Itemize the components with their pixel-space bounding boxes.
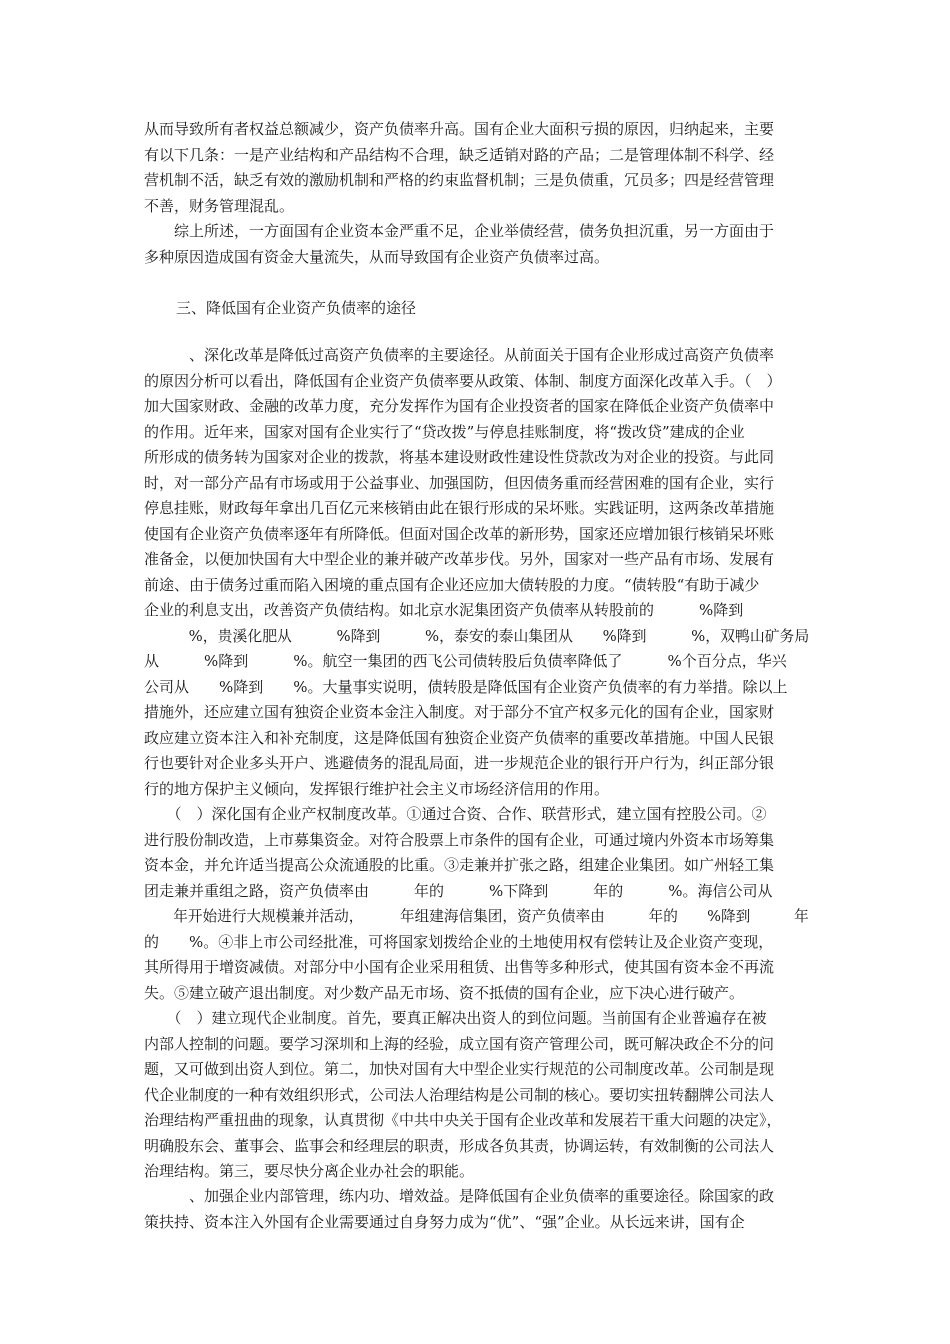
text-line: 进行股份制改造，上市募集资金。对符合股票上市条件的国有企业，可通过境内外资本市场筹集 (144, 830, 775, 849)
text-line: 多种原因造成国有资金大量流失，从而导致国有企业资产负债率过高。 (144, 247, 610, 266)
text-line: 不善，财务管理混乱。 (144, 196, 295, 215)
text-line: 政应建立资本注入和补充制度，这是降低国有独资企业资产负债率的重要改革措施。中国人民银 (144, 728, 775, 747)
text-line: 行的地方保护主义倾向，发挥银行维护社会主义市场经济信用的作用。 (144, 779, 610, 798)
text-line: 团走兼并重组之路，资产负债率由 年的 %下降到 年的 %。海信公司从 (144, 881, 773, 900)
text-line: 、加强企业内部管理，练内功、增效益。是降低国有企业负债率的重要途径。除国家的政 (144, 1187, 775, 1205)
text-line: 失。⑤建立破产退出制度。对少数产品无市场、资不抵债的国有企业，应下决心进行破产。 (144, 983, 745, 1002)
text-line: 的 %。④非上市公司经批准，可将国家划拨给企业的土地使用权有偿转让及企业资产变现， (144, 932, 774, 951)
text-line: 治理结构。第三，要尽快分离企业办社会的职能。 (144, 1162, 475, 1180)
paragraph-causes (144, 117, 809, 219)
paragraph-property-rights (144, 802, 809, 1006)
text-line: 企业的利息支出，改善资产负债结构。如北京水泥集团资产负债率从转股前的 %降到 (144, 601, 744, 619)
text-line: 前途、由于债务过重而陷入困境的重点国有企业还应加大债转股的力度。“债转股“有助于减少 (144, 575, 760, 594)
text-line: 年开始进行大规模兼并活动， 年组建海信集团，资产负债率由 年的 %降到 年 (144, 907, 809, 925)
text-line: 从 %降到 %。航空一集团的西飞公司债转股后负债率降低了 %个百分点，华兴 (144, 652, 787, 670)
text-line: 有以下几条：一是产业结构和产品结构不合理，缺乏适销对路的产品；二是管理体制不科学、经 (144, 145, 775, 164)
text-line: 准备金，以便加快国有大中型企业的兼并破产改革步伐。另外，国家对一些产品有市场、发展有 (144, 550, 775, 568)
paragraph-modern-enterprise (144, 1006, 809, 1185)
text-line: 营机制不活，缺乏有效的激励机制和严格的约束监督机制；三是负债重，冗员多；四是经营管理 (144, 171, 775, 189)
text-line: 代企业制度的一种有效组织形式，公司法人治理结构是公司制的核心。要切实扭转翻牌公司法人 (144, 1085, 775, 1104)
text-line: 的原因分析可以看出，降低国有企业资产负债率要从政策、体制、制度方面深化改革入手。（ ） (144, 371, 782, 390)
text-line: 题，又可做到出资人到位。第二，加快对国有大中型企业实行规范的公司制度改革。公司制是现 (144, 1060, 775, 1078)
text-line: 所形成的债务转为国家对企业的拨款，将基本建设财政性建设性贷款改为对企业的投资。与此同 (144, 448, 775, 466)
text-line: 使国有企业资产负债率逐年有所降低。但面对国企改革的新形势，国家还应增加银行核销呆坏账 (144, 524, 775, 543)
text-line: 公司从 %降到 %。大量事实说明，债转股是降低国有企业资产负债率的有力举措。除以上 (144, 677, 788, 696)
text-line: 加大国家财政、金融的改革力度，充分发挥作为国有企业投资者的国家在降低企业资产负债率中 (144, 397, 775, 415)
text-line: 的作用。近年来，国家对国有企业实行了“贷改拨”与停息挂账制度，将“拨改贷”建成的企业 (144, 422, 745, 441)
text-line: 策扶持、资本注入外国有企业需要通过自身努力成为“优”、“强”企业。从长远来讲，国有企 (144, 1212, 745, 1231)
text-line: 、深化改革是降低过高资产负债率的主要途径。从前面关于国有企业形成过高资产负债率 (144, 346, 775, 364)
text-line: 综上所述，一方面国有企业资本金严重不足，企业举债经营，债务负担沉重，另一方面由于 (144, 222, 775, 240)
text-line: 资本金，并允许适当提高公众流通股的比重。③走兼并扩张之路，组建企业集团。如广州轻工集 (144, 856, 775, 874)
paragraph-deepen-reform (144, 343, 809, 802)
text-line: 措施外，还应建立国有独资企业资本金注入制度。对于部分不宜产权多元化的国有企业，国家财 (144, 703, 775, 721)
text-line: （ ）建立现代企业制度。首先，要真正解决出资人的到位问题。当前国有企业普遍存在被 (144, 1009, 767, 1027)
text-line: 停息挂账，财政每年拿出几百亿元来核销由此在银行形成的呆坏账。实践证明，这两条改革措施 (144, 499, 775, 517)
paragraph-summary (144, 219, 809, 270)
paragraph-internal-management (144, 1184, 809, 1235)
text-line: 明确股东会、董事会、监事会和经理层的职责，形成各负其责，协调运转，有效制衡的公司法人 (144, 1136, 775, 1155)
text-line: 治理结构严重扭曲的现象，认真贯彻《中共中央关于国有企业改革和发展若干重大问题的决定》， (144, 1111, 782, 1129)
section-heading: 三、降低国有企业资产负债率的途径 (176, 299, 417, 317)
text-line: 从而导致所有者权益总额减少，资产负债率升高。国有企业大面积亏损的原因，归纳起来，主要 (144, 120, 775, 138)
text-line: 行也要针对企业多头开户、逃避债务的混乱局面，进一步规范企业的银行开户行为，纠正部分银 (144, 754, 775, 772)
text-line: %，贵溪化肥从 %降到 %，泰安的泰山集团从 %降到 %，双鸭山矿务局 (144, 626, 810, 645)
text-line: （ ）深化国有企业产权制度改革。①通过合资、合作、联营形式，建立国有控股公司。② (144, 805, 767, 823)
text-line: 内部人控制的问题。要学习深圳和上海的经验，成立国有资产管理公司，既可解决政企不分的问 (144, 1034, 775, 1053)
text-line: 其所得用于增资减债。对部分中小国有企业采用租赁、出售等多种形式，使其国有资本金不再流 (144, 958, 775, 976)
text-line: 时，对一部分产品有市场或用于公益事业、加强国防，但因债务重而经营困难的国有企业，实行 (144, 473, 775, 492)
